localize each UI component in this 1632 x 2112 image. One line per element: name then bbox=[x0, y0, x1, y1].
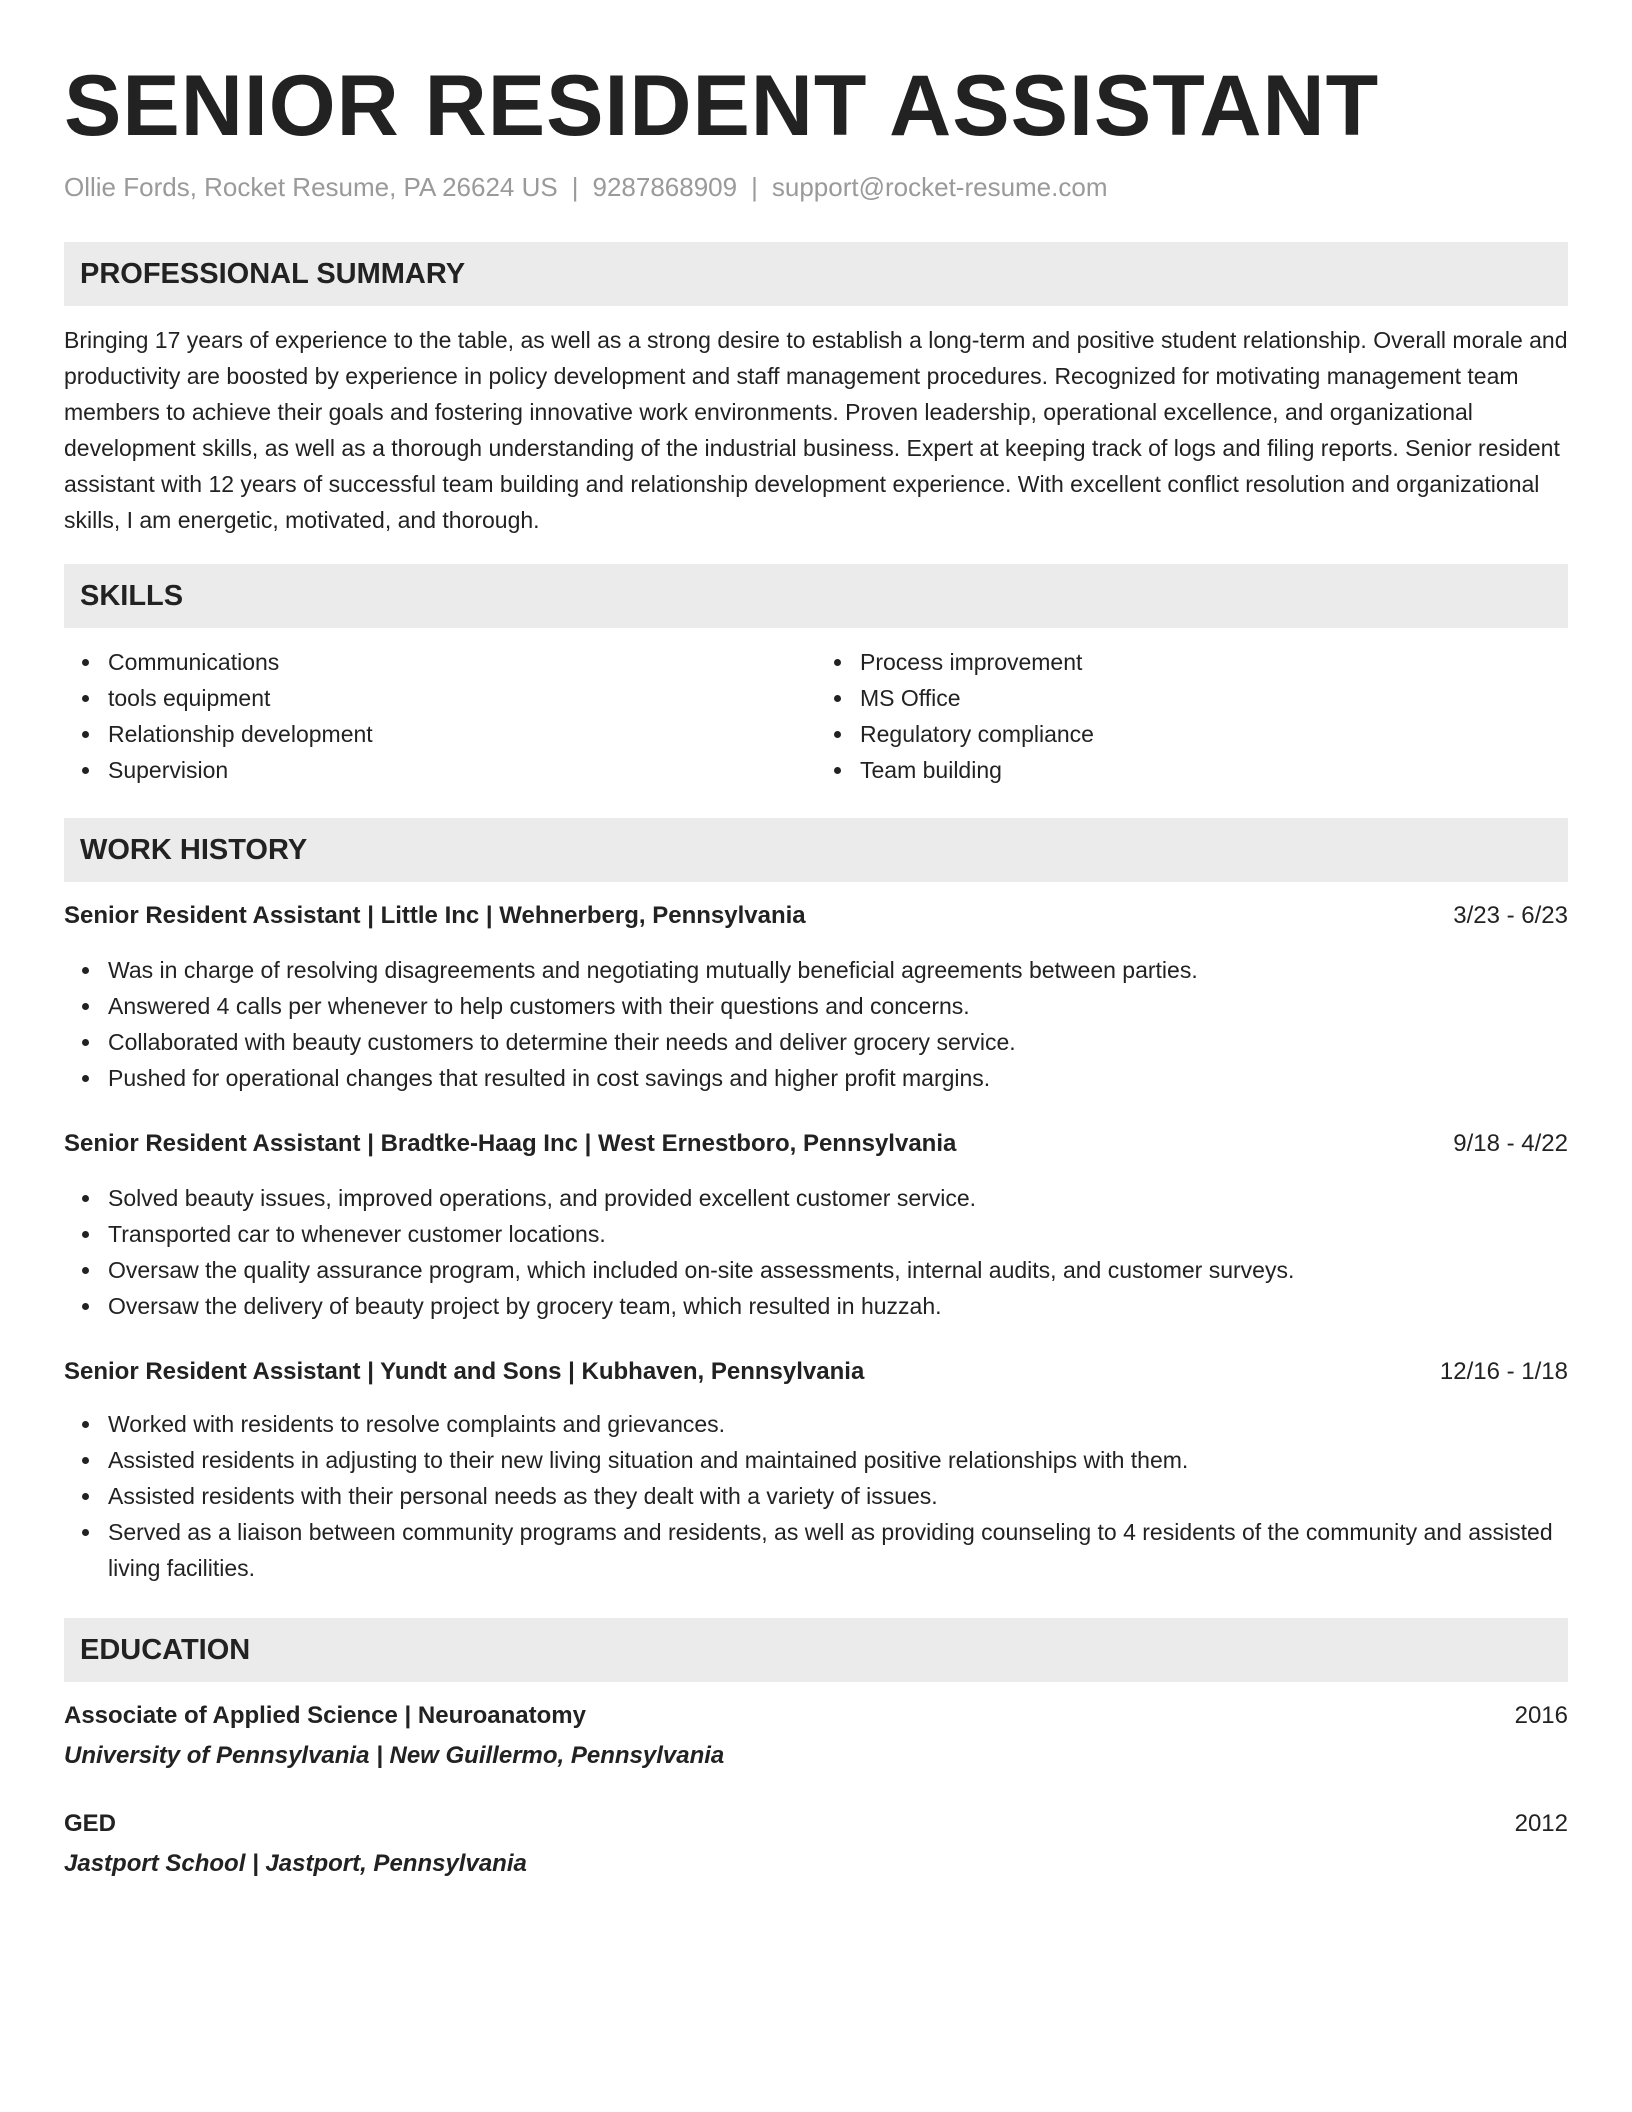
resume-title: SENIOR RESIDENT ASSISTANT bbox=[64, 58, 1380, 154]
job-bullet: Answered 4 calls per whenever to help customers with their questions and concerns. bbox=[108, 988, 1568, 1024]
contact-line bbox=[64, 170, 1568, 204]
job-title: Senior Resident Assistant | Little Inc | Wehnerberg, Pennsylvania bbox=[64, 902, 806, 929]
education-year: 2012 bbox=[1514, 1810, 1568, 1837]
skill-item: Team building bbox=[860, 752, 1568, 788]
job-bullet: Served as a liaison between community programs and residents, as well as providing counseling to 4 residents of the community and assisted living facilities. bbox=[108, 1514, 1568, 1586]
skills-column-left bbox=[64, 644, 816, 788]
education-school: Jastport School | Jastport, Pennsylvania bbox=[64, 1850, 527, 1877]
skills-list bbox=[64, 644, 1568, 788]
job-bullets bbox=[64, 952, 1568, 1096]
job-entry bbox=[64, 898, 1568, 1096]
job-header bbox=[64, 898, 1568, 934]
education-entry bbox=[64, 1698, 1568, 1774]
education-degree: Associate of Applied Science | Neuroanatomy bbox=[64, 1702, 586, 1729]
job-bullets bbox=[64, 1180, 1568, 1324]
skill-item: tools equipment bbox=[108, 680, 816, 716]
skills-column-right bbox=[816, 644, 1568, 788]
job-bullet: Oversaw the delivery of beauty project by grocery team, which resulted in huzzah. bbox=[108, 1288, 1568, 1324]
job-title: Senior Resident Assistant | Bradtke-Haag Inc | West Ernestboro, Pennsylvania bbox=[64, 1130, 957, 1157]
contact-separator: | bbox=[751, 172, 758, 202]
job-bullet: Oversaw the quality assurance program, which included on-site assessments, internal audits, and customer surveys. bbox=[108, 1252, 1568, 1288]
summary-text: Bringing 17 years of experience to the table, as well as a strong desire to establish a long-term and positive student relationship. Overall morale and productivity are boosted by experience in policy development and staff management procedures. Recognized for motivating management team members to achieve their goals and fostering innovative work environments. Proven leadership, operational excellence, and organizational development skills, as well as a thorough understanding of the industrial business. Expert at keeping track of logs and filing reports. Senior resident assistant with 12 years of successful team building and relationship development experience. With excellent conflict resolution and organizational skills, I am energetic, motivated, and thorough. bbox=[64, 327, 1568, 533]
job-bullets bbox=[64, 1406, 1568, 1586]
job-header bbox=[64, 1354, 1568, 1390]
section-header-skills: SKILLS bbox=[64, 564, 1568, 628]
job-bullet: Worked with residents to resolve complaints and grievances. bbox=[108, 1406, 1568, 1442]
job-dates: 12/16 - 1/18 bbox=[1439, 1358, 1568, 1385]
skill-item: Regulatory compliance bbox=[860, 716, 1568, 752]
job-entry bbox=[64, 1354, 1568, 1586]
job-bullet: Transported car to whenever customer locations. bbox=[108, 1216, 1568, 1252]
section-header-summary: PROFESSIONAL SUMMARY bbox=[64, 242, 1568, 306]
section-header-work-history: WORK HISTORY bbox=[64, 818, 1568, 882]
job-bullet: Assisted residents with their personal needs as they dealt with a variety of issues. bbox=[108, 1478, 1568, 1514]
job-bullet: Assisted residents in adjusting to their new living situation and maintained positive relationships with them. bbox=[108, 1442, 1568, 1478]
education-school: University of Pennsylvania | New Guillermo, Pennsylvania bbox=[64, 1742, 725, 1769]
job-dates: 9/18 - 4/22 bbox=[1453, 1130, 1568, 1157]
section-header-education: EDUCATION bbox=[64, 1618, 1568, 1682]
job-bullet: Collaborated with beauty customers to determine their needs and deliver grocery service. bbox=[108, 1024, 1568, 1060]
skill-item: MS Office bbox=[860, 680, 1568, 716]
job-bullet: Solved beauty issues, improved operations, and provided excellent customer service. bbox=[108, 1180, 1568, 1216]
education-entry bbox=[64, 1806, 1568, 1882]
contact-phone: 9287868909 bbox=[592, 172, 738, 202]
job-entry bbox=[64, 1126, 1568, 1324]
education-degree: GED bbox=[64, 1810, 117, 1837]
job-title: Senior Resident Assistant | Yundt and Sons | Kubhaven, Pennsylvania bbox=[64, 1358, 865, 1385]
education-year: 2016 bbox=[1514, 1702, 1568, 1729]
education-header bbox=[64, 1698, 1568, 1734]
contact-address: Ollie Fords, Rocket Resume, PA 26624 US bbox=[64, 172, 558, 202]
education-header bbox=[64, 1806, 1568, 1842]
skill-item: Relationship development bbox=[108, 716, 816, 752]
job-header bbox=[64, 1126, 1568, 1162]
job-bullet: Was in charge of resolving disagreements and negotiating mutually beneficial agreements between parties. bbox=[108, 952, 1568, 988]
contact-email: support@rocket-resume.com bbox=[771, 172, 1108, 202]
job-dates: 3/23 - 6/23 bbox=[1453, 902, 1568, 929]
skill-item: Supervision bbox=[108, 752, 816, 788]
skill-item: Process improvement bbox=[860, 644, 1568, 680]
job-bullet: Pushed for operational changes that resulted in cost savings and higher profit margins. bbox=[108, 1060, 1568, 1096]
contact-separator: | bbox=[571, 172, 579, 202]
skill-item: Communications bbox=[108, 644, 816, 680]
